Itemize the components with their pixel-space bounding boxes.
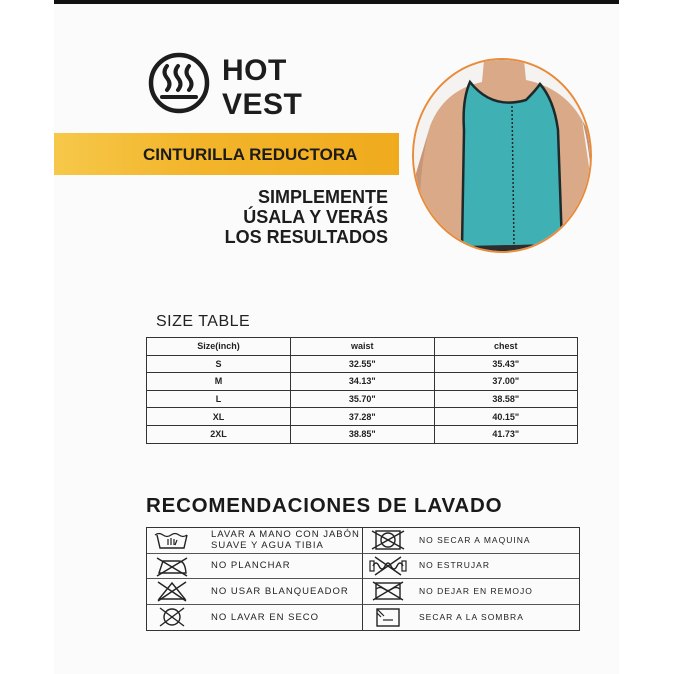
wash-item-no-dry-clean (147, 605, 363, 631)
band-text: CINTURILLA REDUCTORA (143, 145, 358, 164)
wash-text: SECAR A LA SOMBRA (419, 611, 524, 622)
slogan (225, 187, 388, 247)
cell-waist: 32.55" (291, 355, 435, 373)
no-iron-icon (151, 555, 193, 577)
dry-in-shade-icon (367, 606, 409, 628)
cell-size: M (147, 373, 291, 391)
size-table-title: SIZE TABLE (156, 313, 251, 330)
no-soak-icon (367, 580, 409, 602)
wash-item-hand-wash (147, 528, 363, 554)
header-size: Size(inch) (147, 338, 291, 356)
hand-wash-icon (151, 529, 193, 551)
washing-title: RECOMENDACIONES DE LAVADO (146, 494, 503, 517)
wash-text: NO PLANCHAR (211, 560, 291, 572)
wash-text: NO LAVAR EN SECO (211, 611, 320, 623)
vest-model-image (414, 60, 592, 253)
wash-item-no-bleach (147, 579, 363, 605)
cell-chest: 35.43" (434, 355, 578, 373)
slogan-line-3: LOS RESULTADOS (224, 227, 388, 247)
cell-size: XL (147, 408, 291, 426)
wash-text: NO SECAR A MAQUINA (419, 534, 531, 545)
wash-item-no-soak (363, 579, 579, 605)
cell-waist: 38.85" (291, 425, 435, 443)
table-row (147, 425, 578, 443)
size-table-header-row (147, 338, 578, 356)
wash-text: NO USAR BLANQUEADOR (211, 585, 349, 597)
wash-item-no-tumble-dry (363, 528, 579, 554)
table-row (147, 373, 578, 391)
cell-chest: 41.73" (434, 425, 578, 443)
cell-waist: 35.70" (291, 390, 435, 408)
table-row (147, 355, 578, 373)
wash-item-no-wring (363, 554, 579, 580)
table-row (147, 408, 578, 426)
header-waist: waist (291, 338, 435, 356)
no-tumble-dry-icon (367, 529, 409, 551)
heat-logo-icon (148, 52, 210, 114)
wash-text: LAVAR A MANO CON JABÓN SUAVE Y AGUA TIBIA (211, 529, 360, 552)
no-dry-clean-icon (151, 606, 193, 628)
slogan-line-1: SIMPLEMENTE (257, 187, 388, 207)
wash-item-no-iron (147, 554, 363, 580)
cell-chest: 40.15" (434, 408, 578, 426)
cell-size: S (147, 355, 291, 373)
model-photo (412, 58, 592, 253)
cell-size: 2XL (147, 425, 291, 443)
header-chest: chest (434, 338, 578, 356)
cell-chest: 38.58" (434, 390, 578, 408)
size-table (146, 337, 578, 444)
brand-line-1: HOT (222, 54, 287, 87)
washing-grid (146, 527, 580, 631)
table-row (147, 390, 578, 408)
cell-chest: 37.00" (434, 373, 578, 391)
cell-waist: 37.28" (291, 408, 435, 426)
cell-size: L (147, 390, 291, 408)
wash-text: NO DEJAR EN REMOJO (419, 585, 533, 596)
wash-text: NO ESTRUJAR (419, 560, 490, 571)
brand-line-2: VEST (222, 88, 303, 121)
slogan-line-2: ÚSALA Y VERÁS (243, 207, 388, 227)
no-wring-icon (367, 555, 409, 577)
cell-waist: 34.13" (291, 373, 435, 391)
wash-item-dry-in-shade (363, 605, 579, 631)
brand-name (222, 54, 302, 122)
no-bleach-icon (151, 580, 193, 602)
